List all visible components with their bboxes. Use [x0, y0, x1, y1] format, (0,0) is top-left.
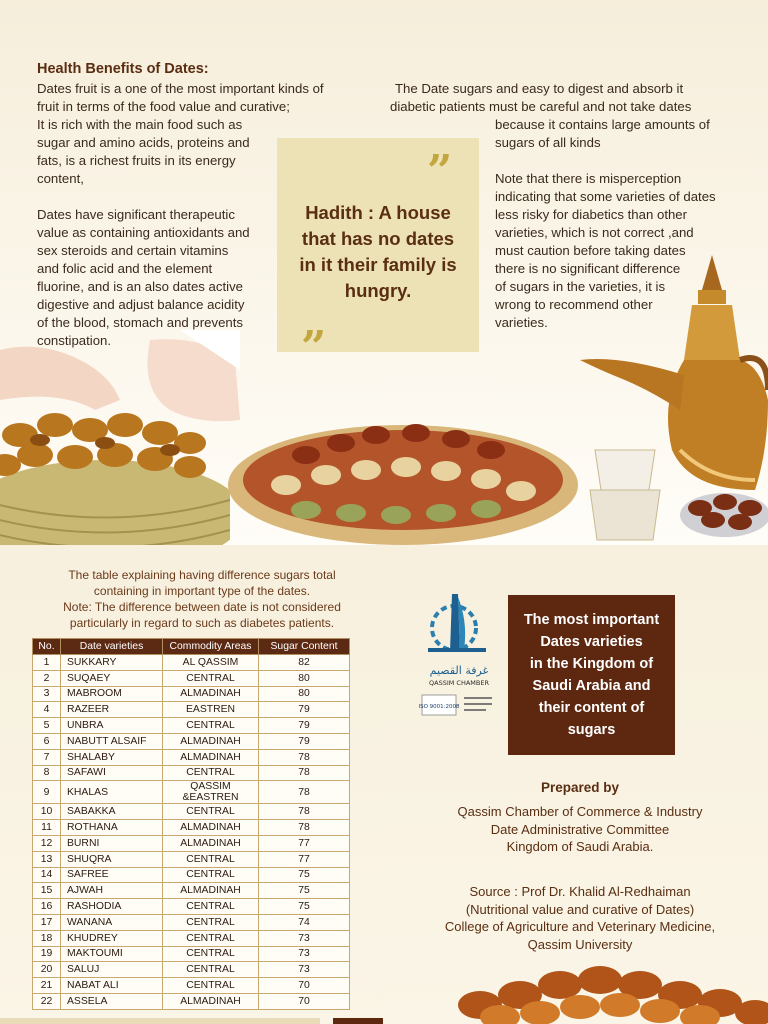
caption-line: containing in important type of the dates.: [93, 584, 311, 598]
cell-no: 8: [33, 765, 61, 781]
cell-variety: SAFREE: [61, 867, 163, 883]
cell-no: 2: [33, 670, 61, 686]
text-line: sugar and amino acids, proteins and: [37, 135, 250, 150]
text-line: content,: [37, 171, 84, 186]
quote-line: that has no dates: [301, 228, 455, 249]
cell-sugar: 77: [259, 851, 350, 867]
cell-no: 5: [33, 718, 61, 734]
table-row: [33, 899, 350, 915]
cell-area: CENTRAL: [163, 851, 259, 867]
table-row: [33, 914, 350, 930]
cell-area: ALMADINAH: [163, 749, 259, 765]
cell-sugar: 73: [259, 946, 350, 962]
title-line: their content of: [538, 700, 645, 716]
cell-area: CENTRAL: [163, 867, 259, 883]
source-line: College of Agriculture and Veterinary Medicine,: [444, 919, 716, 934]
text-line: Dates have significant therapeutic: [37, 207, 235, 222]
hadith-quote-text: [285, 200, 471, 304]
table-row: [33, 670, 350, 686]
source-line: (Nutritional value and curative of Dates): [465, 901, 695, 917]
logo-english-text: QASSIM CHAMBER: [429, 679, 489, 687]
hadith-quote-box: [277, 138, 479, 373]
text-line: wrong to recommend other: [495, 297, 653, 312]
cell-no: 13: [33, 851, 61, 867]
cell-area: CENTRAL: [163, 670, 259, 686]
cell-variety: NABUTT ALSAIF: [61, 733, 163, 749]
text-line: constipation.: [37, 333, 112, 348]
table-row: [33, 804, 350, 820]
text-line: because it contains large amounts of: [495, 117, 710, 132]
caption-line: The table explaining having difference sugars total: [68, 568, 336, 582]
table-row: [33, 867, 350, 883]
cell-sugar: 78: [259, 749, 350, 765]
cell-sugar: 79: [259, 718, 350, 734]
table-row: [33, 978, 350, 994]
cell-no: 16: [33, 899, 61, 915]
cell-variety: SHALABY: [61, 749, 163, 765]
cell-sugar: 75: [259, 883, 350, 899]
cell-sugar: 75: [259, 899, 350, 915]
footer-accent: [333, 1018, 383, 1024]
cell-area: CENTRAL: [163, 914, 259, 930]
text-line: It is rich with the main food such as: [37, 117, 243, 132]
cell-no: 17: [33, 914, 61, 930]
cell-no: 14: [33, 867, 61, 883]
col-header-sugar: Sugar Content: [259, 639, 350, 655]
text-line: diabetic patients must be careful and not take dates: [390, 99, 692, 114]
text-line: must caution before taking dates: [495, 243, 686, 258]
title-box-text: [508, 609, 675, 741]
caption-line: particularly in regard to such as diabetes patients.: [69, 616, 335, 630]
source-block: [420, 883, 740, 953]
text-line: value as containing antioxidants and: [37, 225, 250, 240]
cell-sugar: 75: [259, 867, 350, 883]
table-row: [33, 851, 350, 867]
source-line: Source : Prof Dr. Khalid Al-Redhaiman: [469, 884, 691, 899]
cell-variety: MAKTOUMI: [61, 946, 163, 962]
cell-variety: ROTHANA: [61, 820, 163, 836]
cell-no: 6: [33, 733, 61, 749]
col-header-variety: Date varieties: [61, 639, 163, 655]
cell-area: CENTRAL: [163, 930, 259, 946]
coffee-cups-image: [585, 440, 768, 545]
table-row: [33, 883, 350, 899]
iso-badge-text: ISO 9001:2008: [418, 704, 460, 710]
cell-area: ALMADINAH: [163, 883, 259, 899]
cell-area: CENTRAL: [163, 804, 259, 820]
text-line: Note that there is misperception: [495, 171, 682, 186]
cell-variety: RASHODIA: [61, 899, 163, 915]
cell-variety: SALUJ: [61, 962, 163, 978]
prepared-line: Qassim Chamber of Commerce & Industry: [457, 804, 703, 819]
table-row: [33, 820, 350, 836]
col-header-area: Commodity Areas: [163, 639, 259, 655]
cell-sugar: 78: [259, 820, 350, 836]
dates-pile-image: [420, 955, 768, 1024]
text-line: sex steroids and certain vitamins: [37, 243, 229, 258]
cell-no: 12: [33, 835, 61, 851]
cell-area: ALMADINAH: [163, 733, 259, 749]
cell-sugar: 80: [259, 670, 350, 686]
cell-sugar: 80: [259, 686, 350, 702]
prepared-by-block: [430, 803, 730, 856]
text-line: indicating that some varieties of dates: [495, 189, 716, 204]
cell-sugar: 82: [259, 655, 350, 671]
title-line: in the Kingdom of: [529, 656, 654, 672]
text-line: fluorine, and is an also dates active: [37, 279, 243, 294]
cell-variety: MABROOM: [61, 686, 163, 702]
cell-sugar: 70: [259, 993, 350, 1009]
table-row: [33, 655, 350, 671]
cell-sugar: 73: [259, 930, 350, 946]
table-row: [33, 946, 350, 962]
cell-no: 3: [33, 686, 61, 702]
cell-variety: BURNI: [61, 835, 163, 851]
table-header-row: [33, 639, 350, 655]
text-line: digestive and adjust balance acidity: [37, 297, 245, 312]
cell-variety: SHUQRA: [61, 851, 163, 867]
cell-no: 21: [33, 978, 61, 994]
table-row: [33, 765, 350, 781]
cell-sugar: 78: [259, 804, 350, 820]
cell-sugar: 78: [259, 781, 350, 804]
table-row: [33, 930, 350, 946]
text-line: less risky for diabetics than other: [495, 207, 688, 222]
cell-area: CENTRAL: [163, 899, 259, 915]
cell-variety: NABAT ALI: [61, 978, 163, 994]
table-row: [33, 781, 350, 804]
cell-variety: UNBRA: [61, 718, 163, 734]
cell-area: ALMADINAH: [163, 993, 259, 1009]
cell-no: 11: [33, 820, 61, 836]
cell-variety: RAZEER: [61, 702, 163, 718]
cell-area: CENTRAL: [163, 962, 259, 978]
cell-sugar: 73: [259, 962, 350, 978]
text-line: varieties, which is not correct ,and: [495, 225, 694, 240]
logo-arabic-text: غرفة القصيم: [429, 664, 489, 677]
title-line: Saudi Arabia and: [532, 678, 651, 694]
cell-area: QASSIM &EASTREN: [163, 781, 259, 804]
health-benefits-heading: Health Benefits of Dates:: [37, 61, 209, 77]
cell-area: EASTREN: [163, 702, 259, 718]
cell-area: ALMADINAH: [163, 686, 259, 702]
date-basket-image: [0, 395, 230, 545]
quote-line: in it their family is: [299, 254, 457, 275]
qassim-chamber-logo: [416, 592, 502, 722]
table-caption: [28, 567, 376, 631]
cell-no: 1: [33, 655, 61, 671]
close-quote-icon: ”: [301, 322, 327, 373]
cell-no: 10: [33, 804, 61, 820]
prepared-line: Date Administrative Committee: [490, 821, 670, 837]
quote-line: hungry.: [344, 280, 412, 301]
prepared-by-label: Prepared by: [540, 780, 620, 795]
cell-no: 18: [33, 930, 61, 946]
cell-sugar: 74: [259, 914, 350, 930]
cell-sugar: 78: [259, 765, 350, 781]
table-row: [33, 718, 350, 734]
cell-area: CENTRAL: [163, 718, 259, 734]
cell-variety: SUQAEY: [61, 670, 163, 686]
text-line: sugars of all kinds: [495, 135, 601, 150]
cell-variety: KHALAS: [61, 781, 163, 804]
caption-line: Note: The difference between date is not considered: [63, 600, 341, 614]
footer-bar: [0, 1018, 320, 1024]
text-line: there is no significant difference: [495, 261, 681, 276]
text-line: of sugars in the varieties, it is: [495, 279, 666, 294]
title-line: sugars: [567, 722, 616, 738]
cell-no: 20: [33, 962, 61, 978]
title-line: Dates varieties: [540, 634, 643, 650]
cell-no: 15: [33, 883, 61, 899]
table-row: [33, 835, 350, 851]
text-line: fruit in terms of the food value and curative;: [37, 99, 290, 114]
text-line: varieties.: [495, 315, 548, 330]
title-line: The most important: [523, 612, 660, 628]
cell-sugar: 70: [259, 978, 350, 994]
table-row: [33, 749, 350, 765]
cell-area: AL QASSIM: [163, 655, 259, 671]
date-tray-image: [226, 405, 581, 545]
quote-line: Hadith : A house: [305, 202, 451, 223]
prepared-line: Kingdom of Saudi Arabia.: [506, 839, 654, 854]
cell-no: 22: [33, 993, 61, 1009]
cell-area: ALMADINAH: [163, 820, 259, 836]
cell-area: ALMADINAH: [163, 835, 259, 851]
cell-no: 4: [33, 702, 61, 718]
text-line: of the blood, stomach and prevents: [37, 315, 244, 330]
text-line: Dates fruit is a one of the most important kinds of: [37, 81, 324, 96]
cell-area: CENTRAL: [163, 946, 259, 962]
cell-variety: KHUDREY: [61, 930, 163, 946]
cell-no: 9: [33, 781, 61, 804]
cell-sugar: 79: [259, 702, 350, 718]
text-line: fats, is a richest fruits in its energy: [37, 153, 236, 168]
cell-variety: SUKKARY: [61, 655, 163, 671]
cell-area: CENTRAL: [163, 765, 259, 781]
text-line: and folic acid and the element: [37, 261, 213, 276]
title-box: [508, 595, 675, 755]
table-row: [33, 733, 350, 749]
cell-variety: ASSELA: [61, 993, 163, 1009]
cell-area: CENTRAL: [163, 978, 259, 994]
cell-no: 19: [33, 946, 61, 962]
table-row: [33, 686, 350, 702]
table-row: [33, 702, 350, 718]
cell-no: 7: [33, 749, 61, 765]
cell-variety: AJWAH: [61, 883, 163, 899]
text-line: The Date sugars and easy to digest and absorb it: [395, 81, 684, 96]
cell-sugar: 77: [259, 835, 350, 851]
open-quote-icon: ”: [427, 146, 453, 197]
col-header-no: No.: [33, 639, 61, 655]
source-line: Qassim University: [527, 936, 633, 952]
cell-sugar: 79: [259, 733, 350, 749]
table-row: [33, 962, 350, 978]
sugar-content-table: [32, 638, 350, 1010]
cell-variety: WANANA: [61, 914, 163, 930]
cell-variety: SAFAWI: [61, 765, 163, 781]
table-row: [33, 993, 350, 1009]
cell-variety: SABAKKA: [61, 804, 163, 820]
